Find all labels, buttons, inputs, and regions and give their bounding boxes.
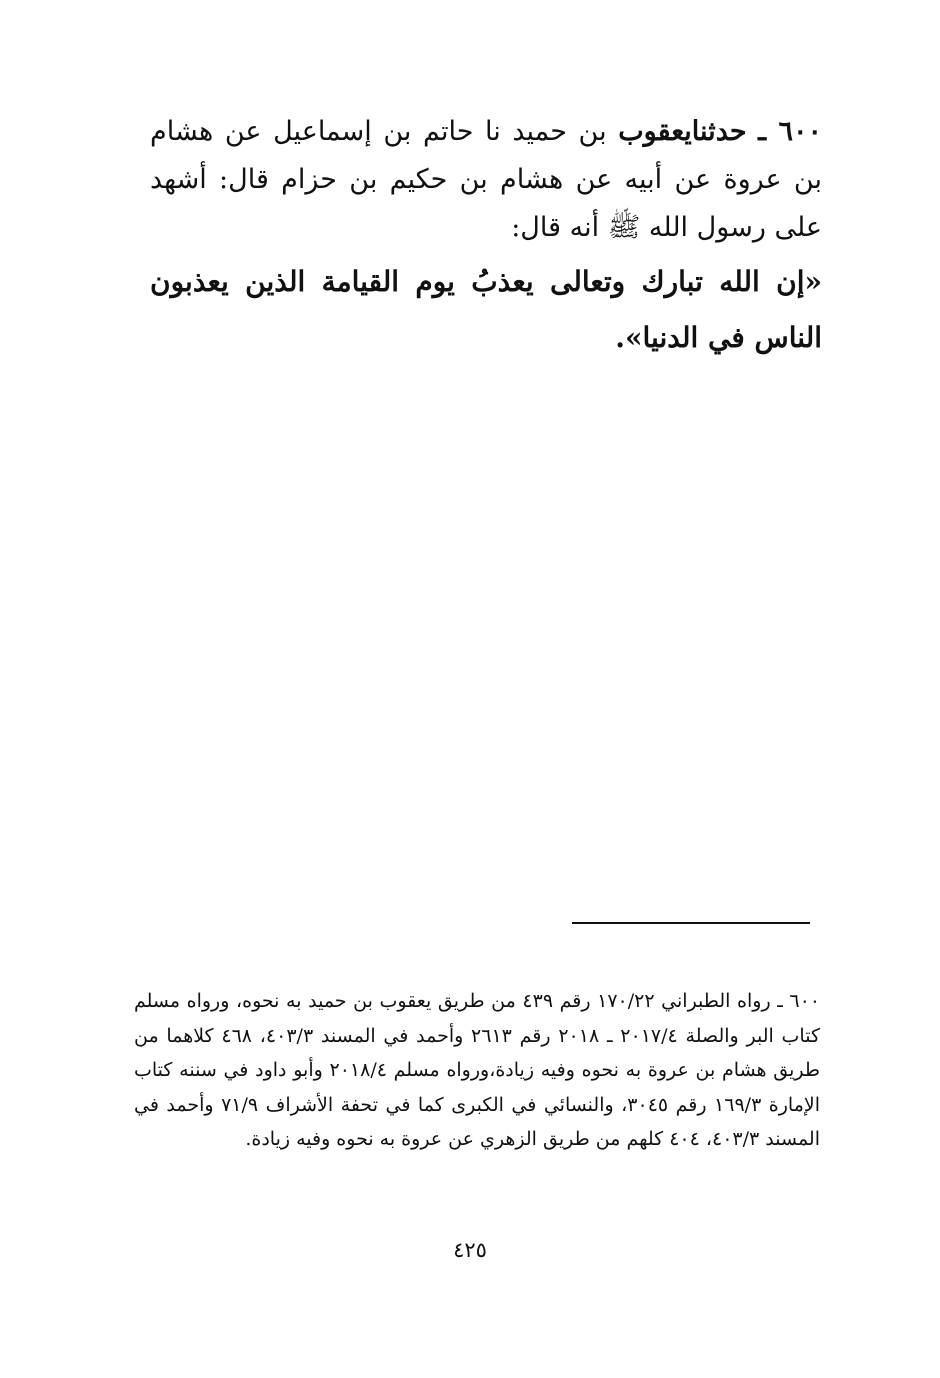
hadith-isnad-text: بن حميد نا حاتم بن إسماعيل عن هشام بن عروة عن أبيه عن هشام بن حكيم بن حزام قال: أشهد على رسول الله ﷺ أنه قال: [150, 116, 822, 243]
footnote: ٦٠٠ ـ رواه الطبراني ١٧٠/٢٢ رقم ٤٣٩ من طريق يعقوب بن حميد به نحوه، ورواه مسلم كتاب البر والصلة ٢٠١٧/٤ ـ ٢٠١٨ رقم ٢٦١٣ وأحمد في المسند ٤٠٣/٣، ٤٦٨ كلاهما من طريق هشام بن عروة به نحوه وفيه زيادة،ورواه مسلم ٢٠١٨/٤ وأبو داود في سننه كتاب الإمارة ١٦٩/٣ رقم ٣٠٤٥، والنسائي في الكبرى كما في تحفة الأشراف ٧١/٩ وأحمد في المسند ٤٠٣/٣، ٤٠٤ كلهم من طريق الزهري عن عروة به نحوه وفيه زيادة. [134, 990, 821, 1150]
hadith-isnad-lead: حدثنايعقوب [618, 116, 747, 147]
hadith-isnad [150, 108, 822, 252]
footnote-separator [572, 922, 810, 924]
hadith-block [150, 108, 822, 366]
page-number: ٤٢٥ [453, 1238, 487, 1262]
hadith-matn: «إن الله تبارك وتعالى يعذبُ يوم القيامة الذين يعذبون الناس في الدنيا». [150, 265, 822, 354]
hadith-number: ٦٠٠ ـ [758, 116, 822, 147]
